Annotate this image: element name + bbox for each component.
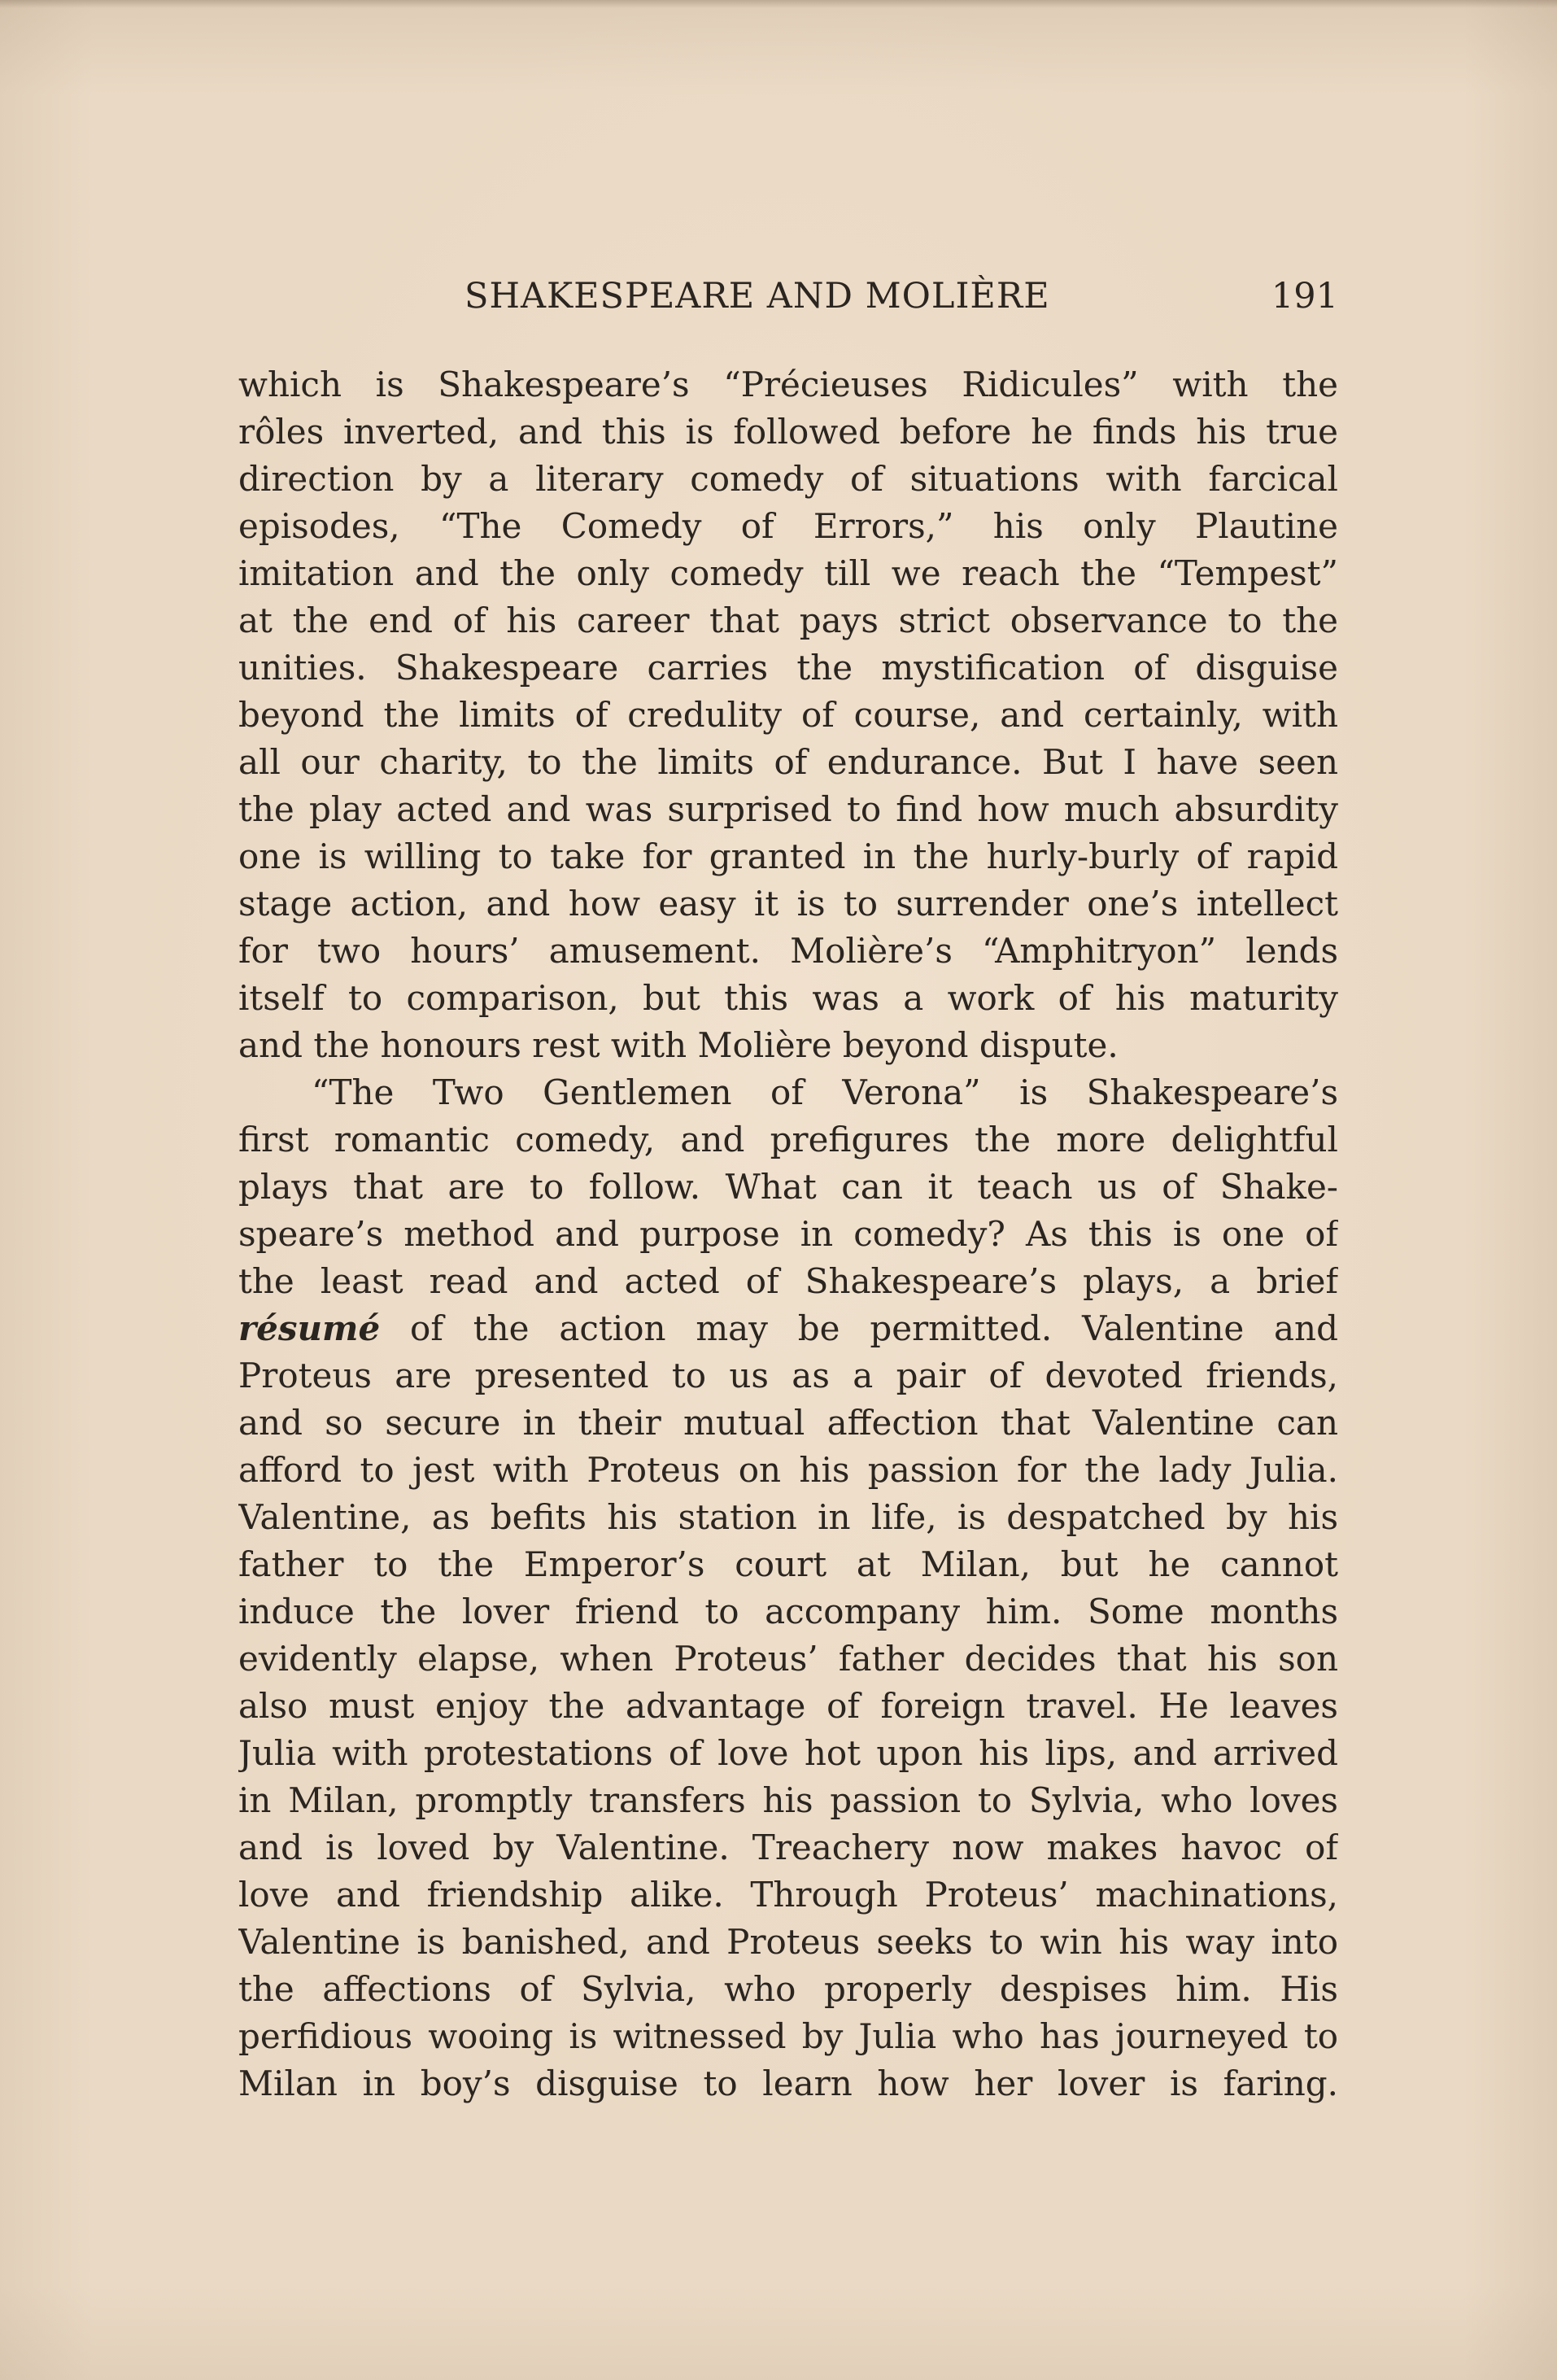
text-line: at the end of his career that pays strict observance to the bbox=[238, 600, 1338, 640]
text-line: “The Two Gentlemen of Verona” is Shakespeare’s bbox=[312, 1072, 1338, 1112]
running-title: SHAKESPEARE AND MOLIÈRE bbox=[464, 276, 1050, 317]
text-line: Julia with protestations of love hot upon his lips, and arrived bbox=[238, 1733, 1338, 1773]
text-line: one is willing to take for granted in the hurly-burly of rapid bbox=[238, 836, 1338, 876]
text-line: episodes, “The Comedy of Errors,” his only Plautine bbox=[238, 506, 1338, 546]
text-line: the play acted and was surprised to find how much absurdity bbox=[238, 789, 1338, 829]
text-line: first romantic comedy, and prefigures the more delightful bbox=[238, 1120, 1338, 1159]
text-line: and is loved by Valentine. Treachery now makes havoc of bbox=[238, 1828, 1338, 1867]
text-line: love and friendship alike. Through Proteus’ machinations, bbox=[238, 1875, 1338, 1915]
text-line: Milan in boy’s disguise to learn how her lover is faring. bbox=[238, 2063, 1338, 2103]
text-line: stage action, and how easy it is to surrender one’s intellect bbox=[238, 884, 1338, 924]
text-line: the affections of Sylvia, who properly despises him. His bbox=[238, 1969, 1338, 2009]
text-line: Valentine is banished, and Proteus seeks to win his way into bbox=[238, 1922, 1338, 1962]
text-line: Proteus are presented to us as a pair of devoted friends, bbox=[238, 1356, 1338, 1395]
text-line: rôles inverted, and this is followed before he finds his true bbox=[238, 412, 1338, 452]
text-line: direction by a literary comedy of situations with farcical bbox=[238, 459, 1338, 499]
text-line: perfidious wooing is witnessed by Julia who has journeyed to bbox=[238, 2016, 1338, 2056]
italic-word: résumé bbox=[238, 1308, 381, 1348]
text-line: unities. Shakespeare carries the mystification of disguise bbox=[238, 648, 1338, 688]
text-line: Valentine, as befits his station in life, is despatched by his bbox=[238, 1497, 1338, 1537]
page-number: 191 bbox=[1271, 276, 1338, 317]
text-line: imitation and the only comedy till we reach the “Tempest” bbox=[238, 553, 1338, 593]
text-line: beyond the limits of credulity of course, and certainly, with bbox=[238, 695, 1338, 735]
text-line: speare’s method and purpose in comedy? As this is one of bbox=[238, 1214, 1338, 1254]
text-line: plays that are to follow. What can it teach us of Shake- bbox=[238, 1167, 1338, 1207]
text-line: for two hours’ amusement. Molière’s “Amphitryon” lends bbox=[238, 931, 1338, 971]
text-line: also must enjoy the advantage of foreign travel. He leaves bbox=[238, 1686, 1338, 1726]
body-text bbox=[238, 361, 1338, 2107]
text-line: itself to comparison, but this was a work of his maturity bbox=[238, 978, 1338, 1018]
text-line: afford to jest with Proteus on his passion for the lady Julia. bbox=[238, 1450, 1338, 1490]
text-line: in Milan, promptly transfers his passion to Sylvia, who loves bbox=[238, 1780, 1338, 1820]
text-line: which is Shakespeare’s “Précieuses Ridicules” with the bbox=[238, 365, 1338, 404]
text-line: induce the lover friend to accompany him. Some months bbox=[238, 1592, 1338, 1631]
text-line: the least read and acted of Shakespeare’s plays, a brief bbox=[238, 1261, 1338, 1301]
text-line: and so secure in their mutual affection that Valentine can bbox=[238, 1403, 1338, 1443]
text-line: all our charity, to the limits of endurance. But I have seen bbox=[238, 742, 1338, 782]
text-line: evidently elapse, when Proteus’ father decides that his son bbox=[238, 1639, 1338, 1679]
text-line-rest: of the action may be permitted. Valentine and bbox=[380, 1308, 1338, 1348]
text-line: and the honours rest with Molière beyond dispute. bbox=[238, 1025, 1119, 1065]
page-edge-shadow bbox=[0, 0, 1557, 8]
running-head bbox=[238, 272, 1338, 321]
text-line-with-italic bbox=[238, 1305, 1338, 1352]
text-line: father to the Emperor’s court at Milan, but he cannot bbox=[238, 1544, 1338, 1584]
